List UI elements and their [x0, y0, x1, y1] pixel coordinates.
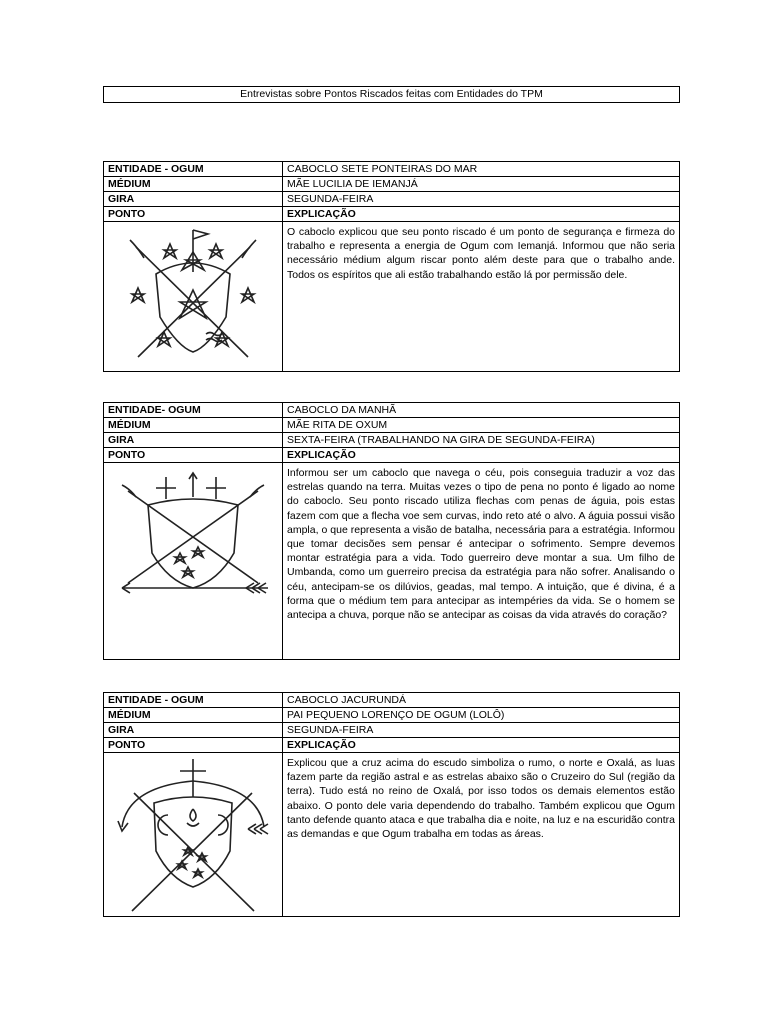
label-entidade: ENTIDADE - OGUM: [104, 162, 283, 177]
explicacao-paragraph: Explicou que a cruz acima do escudo simboliza o rumo, o norte e Oxalá, as luas fazem parte da região astral e as estrelas abaixo são o Cruzeiro do Sul (região da terra). Tudo está no reino de Oxalá, por isso todos os demais elementos estão abaixo. O ponto dele varia dependendo do trabalho. Também explicou que Ogum tanto defende quanto ataca e que trabalha dia e noite, na luz e na escuridão contra as demandas e que Ogum trabalha em todas as áreas.: [287, 757, 675, 841]
value-medium: MÃE LUCILIA DE IEMANJÁ: [283, 177, 680, 192]
entry-table-2: [103, 402, 680, 660]
ponto-riscado-image-3: [104, 753, 283, 917]
label-ponto: PONTO: [104, 738, 283, 753]
entry-table-3: [103, 692, 680, 917]
value-gira: SEGUNDA-FEIRA: [283, 192, 680, 207]
value-gira: SEXTA-FEIRA (TRABALHANDO NA GIRA DE SEGUNDA-FEIRA): [283, 433, 680, 448]
value-entidade: CABOCLO SETE PONTEIRAS DO MAR: [283, 162, 680, 177]
label-medium: MÉDIUM: [104, 708, 283, 723]
label-explicacao: EXPLICAÇÃO: [283, 738, 680, 753]
explicacao-paragraph: Informou ser um caboclo que navega o céu, pois conseguia traduzir a voz das estrelas quando na terra. Muitas vezes o tipo de pena no ponto é ligado ao nome do caboclo. Seu ponto riscado utiliza flechas com penas de águia, pois estas fazem com que a flecha voe sem curvas, indo reto até o alvo. A águia possui visão ampla, o que representa a visão de batalha, necessária para a estratégia. Informou que tomar decisões sem pensar é antecipar o sofrimento. Sempre devemos montar estratégia para a vida. Todo guerreiro deve montar a sua. Um filho de Umbanda, como um guerreiro precisa da estratégia para não sofrer. Analisando o céu, antecipam-se os dilúvios, geadas, mal tempo. A intuição, que é divina, é a forma que o médium tem para antecipar as intempéries da vida. Se o homem se antecipa a chuva, porque não se antecipar as coisas da vida através do coração?: [287, 467, 675, 622]
value-entidade: CABOCLO DA MANHÃ: [283, 403, 680, 418]
explicacao-text-3: [283, 753, 680, 917]
ponto-riscado-image-2: [104, 463, 283, 660]
value-medium: PAI PEQUENO LORENÇO DE OGUM (LOLÔ): [283, 708, 680, 723]
label-medium: MÉDIUM: [104, 418, 283, 433]
label-entidade: ENTIDADE - OGUM: [104, 693, 283, 708]
label-explicacao: EXPLICAÇÃO: [283, 448, 680, 463]
label-medium: MÉDIUM: [104, 177, 283, 192]
label-gira: GIRA: [104, 433, 283, 448]
page-title: Entrevistas sobre Pontos Riscados feitas com Entidades do TPM: [103, 86, 680, 103]
label-entidade: ENTIDADE- OGUM: [104, 403, 283, 418]
explicacao-text-1: [283, 222, 680, 372]
entry-table-1: [103, 161, 680, 372]
label-ponto: PONTO: [104, 448, 283, 463]
ponto-riscado-drawing-1: [108, 222, 278, 371]
value-medium: MÃE RITA DE OXUM: [283, 418, 680, 433]
ponto-riscado-drawing-3: [108, 753, 278, 916]
label-gira: GIRA: [104, 192, 283, 207]
ponto-riscado-image-1: [104, 222, 283, 372]
label-ponto: PONTO: [104, 207, 283, 222]
ponto-riscado-drawing-2: [108, 463, 278, 659]
explicacao-text-2: [283, 463, 680, 660]
label-gira: GIRA: [104, 723, 283, 738]
value-gira: SEGUNDA-FEIRA: [283, 723, 680, 738]
explicacao-paragraph: O caboclo explicou que seu ponto riscado é um ponto de segurança e firmeza do trabalho e representa a energia de Ogum com Iemanjá. Informou que não seria necessário médium algum riscar ponto além deste para que o trabalho ande. Todos os espíritos que ali estão trabalhando estão lá por permissão dele.: [287, 226, 675, 281]
label-explicacao: EXPLICAÇÃO: [283, 207, 680, 222]
value-entidade: CABOCLO JACURUNDÁ: [283, 693, 680, 708]
